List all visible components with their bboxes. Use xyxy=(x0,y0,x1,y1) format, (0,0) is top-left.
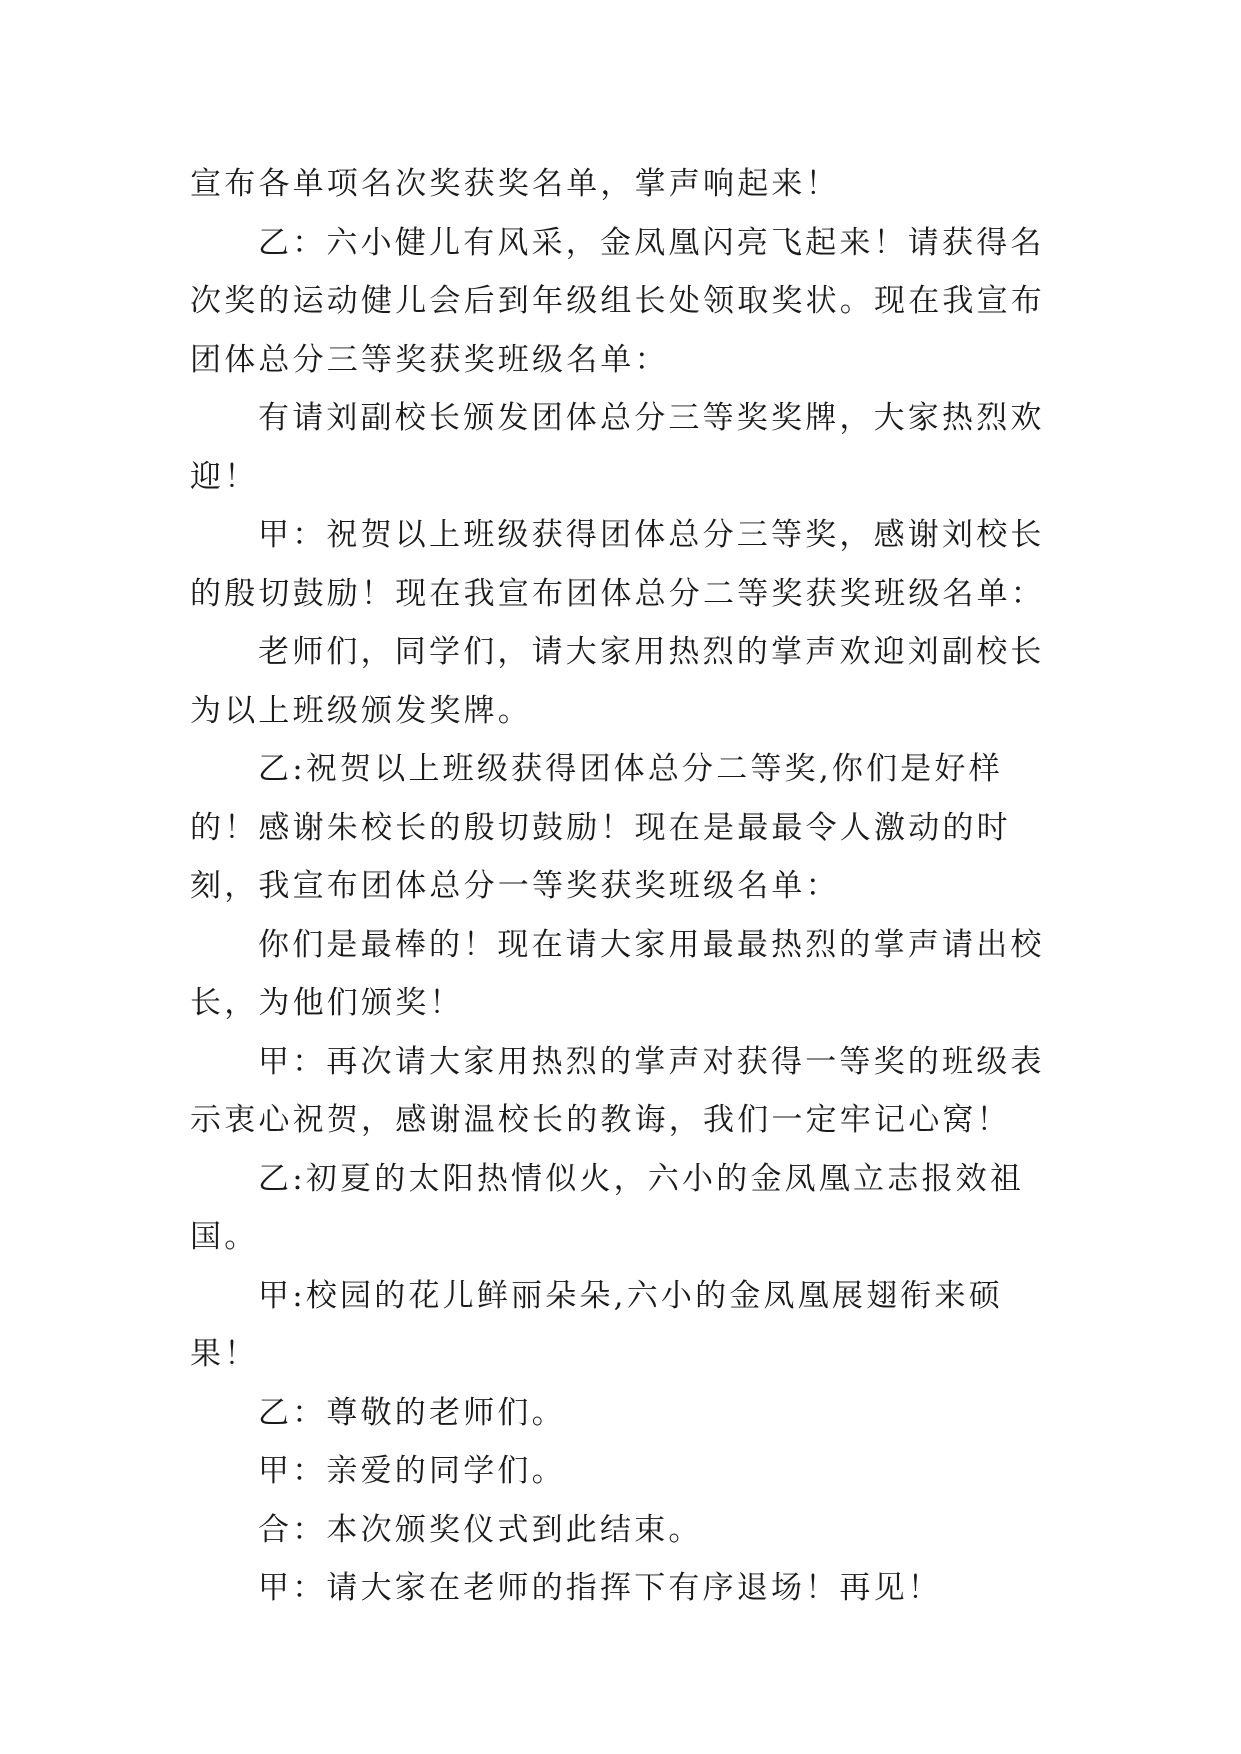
document-body xyxy=(190,155,1060,1618)
paragraph: 有请刘副校长颁发团体总分三等奖奖牌，大家热烈欢迎！ xyxy=(190,400,1045,495)
paragraph: 甲：再次请大家用热烈的掌声对获得一等奖的班级表示衷心祝贺，感谢温校长的教诲，我们一定牢记心窝！ xyxy=(190,1043,1045,1138)
paragraph: 乙：尊敬的老师们。 xyxy=(258,1394,566,1431)
paragraph: 乙:祝贺以上班级获得团体总分二等奖,你们是好样的！感谢朱校长的殷切鼓励！现在是最最令人激动的时刻，我宣布团体总分一等奖获奖班级名单： xyxy=(190,751,1011,904)
paragraph-continued: 宣布各单项名次奖获奖名单，掌声响起来！ xyxy=(190,166,840,202)
paragraph: 甲：亲爱的同学们。 xyxy=(258,1453,566,1489)
paragraph: 甲:校园的花儿鲜丽朵朵,六小的金凤凰展翅衔来硕果！ xyxy=(190,1277,1003,1372)
paragraph: 乙：六小健儿有风采，金凤凰闪亮飞起来！请获得名次奖的运动健儿会后到年级组长处领取奖状。现在我宣布团体总分三等奖获奖班级名单： xyxy=(190,224,1045,378)
paragraph: 乙:初夏的太阳热情似火，六小的金凤凰立志报效祖国。 xyxy=(190,1160,1025,1255)
paragraph: 老师们，同学们，请大家用热烈的掌声欢迎刘副校长为以上班级颁发奖牌。 xyxy=(190,634,1045,729)
paragraph: 你们是最棒的！现在请大家用最最热烈的掌声请出校长，为他们颁奖！ xyxy=(190,926,1045,1021)
paragraph: 甲：祝贺以上班级获得团体总分三等奖，感谢刘校长的殷切鼓励！现在我宣布团体总分二等奖获奖班级名单： xyxy=(190,517,1045,612)
paragraph: 甲：请大家在老师的指挥下有序退场！再见！ xyxy=(258,1570,942,1606)
paragraph: 合：本次颁奖仪式到此结束。 xyxy=(258,1511,703,1548)
